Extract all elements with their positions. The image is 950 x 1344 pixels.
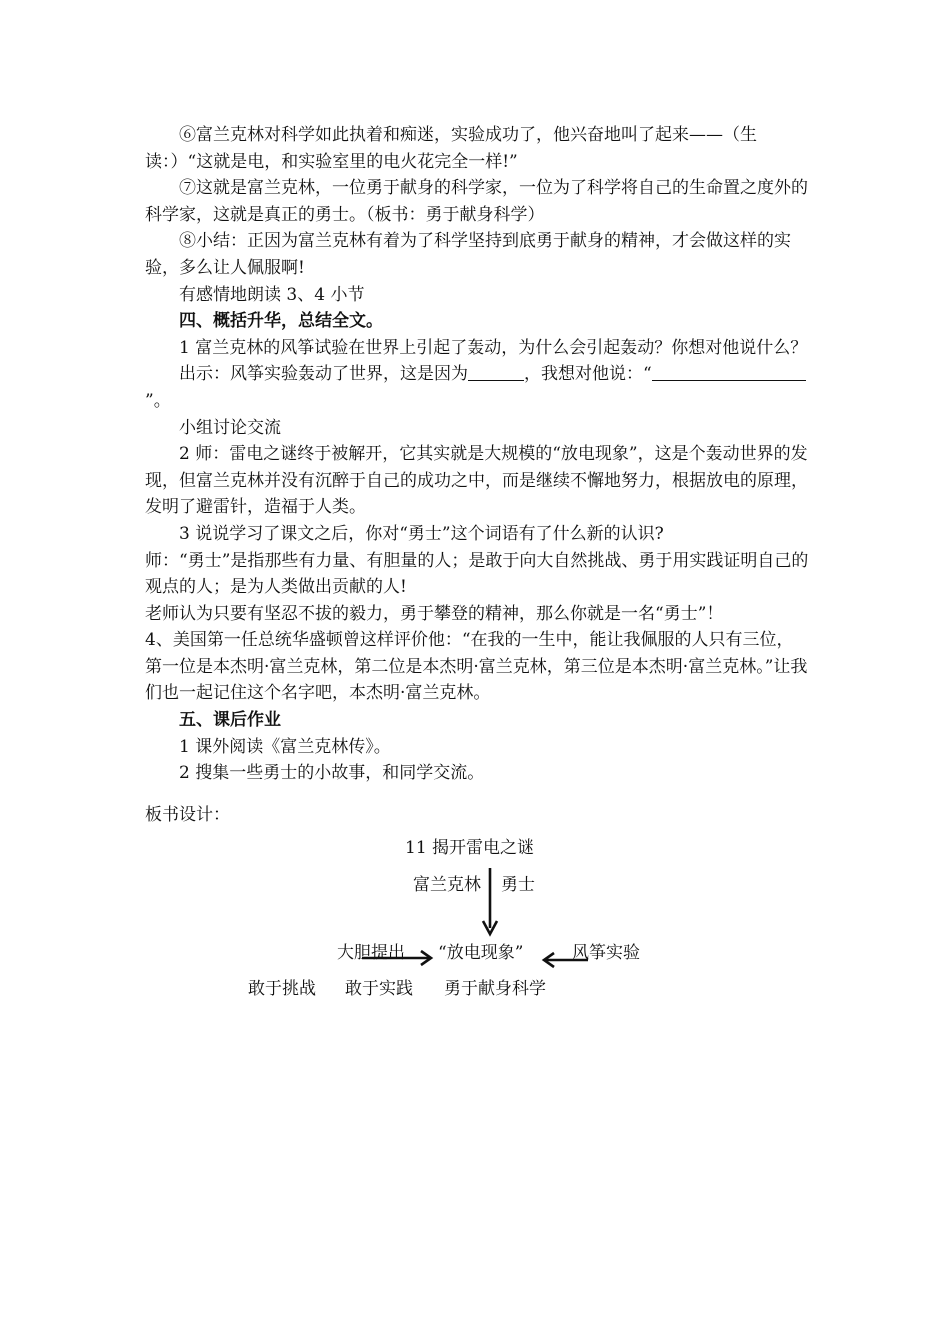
fill-in-middle: ，我想对他说：“ (524, 364, 652, 385)
board-right: 风筝实验 (572, 943, 640, 963)
board-title: 11 揭开雷电之谜 (405, 838, 535, 858)
teacher-belief: 老师认为只要有坚忍不拔的毅力，勇于攀登的精神，那么你就是一名“勇士”！ (145, 603, 724, 624)
paragraph-7: ⑦这就是富兰克林，一位勇于献身的科学家，一位为了科学将自己的生命置之度外的科学家，这就是真正的勇士。（板书：勇于献身科学） (145, 178, 808, 225)
board-bottom-2: 敢于实践 (345, 979, 413, 999)
paragraph-8: ⑧小结：正因为富兰克林有着为了科学坚持到底勇于献身的精神，才会做这样的实验，多么让人佩服啊! (145, 231, 791, 278)
section-heading-5: 五、课后作业 (179, 710, 281, 731)
reading-note: 有感情地朗读 3、4 小节 (179, 284, 365, 305)
board-bottom-3: 勇于献身科学 (444, 979, 546, 999)
question-2: 2 师：雷电之谜终于被解开，它其实就是大规模的“放电现象”，这是个轰动世界的发现，但富兰克林并没有沉醉于自己的成功之中，而是继续不懈地努力，根据放电的原理，发明了避雷针，造福于人类。 (145, 444, 808, 518)
teacher-remark: 师：“勇士”是指那些有力量、有胆量的人；是敢于向大自然挑战、勇于用实践证明自己的观点的人；是为人类做出贡献的人! (145, 550, 809, 598)
homework-1: 1 课外阅读《富兰克林传》。 (179, 736, 391, 757)
homework-2: 2 搜集一些勇士的小故事，和同学交流。 (179, 763, 485, 784)
fill-in-prefix: 出示：风筝实验轰动了世界，这是因为 (179, 364, 468, 385)
group-discussion: 小组讨论交流 (179, 417, 281, 438)
paragraph-6: ⑥富兰克林对科学如此执着和痴迷，实验成功了，他兴奋地叫了起来——（生读：）“这就是电，和实验室里的电火花完全一样!” (145, 125, 757, 172)
board-center: “放电现象” (438, 943, 524, 963)
question-1: 1 富兰克林的风筝试验在世界上引起了轰动，为什么会引起轰动？你想对他说什么？ (179, 337, 808, 358)
section-heading-4: 四、概括升华，总结全文。 (179, 311, 383, 332)
question-3: 3 说说学习了课文之后，你对“勇士”这个词语有了什么新的认识? (179, 523, 664, 544)
fill-in-suffix: ”。 (145, 390, 171, 411)
board-left: 大胆提出 (337, 943, 405, 963)
washington-quote: 4、美国第一任总统华盛顿曾这样评价他：“在我的一生中，能让我佩服的人只有三位，第一位是本杰明·富兰克林，第二位是本杰明·富兰克林，第三位是本杰明·富兰克林。”让我们也一起记住这个名字吧，本杰明·富兰克林。 (145, 630, 808, 704)
board-name: 富兰克林 (413, 875, 481, 895)
board-bottom-1: 敢于挑战 (248, 979, 316, 999)
board-hero: 勇士 (501, 875, 535, 895)
board-design-label: 板书设计： (145, 805, 230, 825)
